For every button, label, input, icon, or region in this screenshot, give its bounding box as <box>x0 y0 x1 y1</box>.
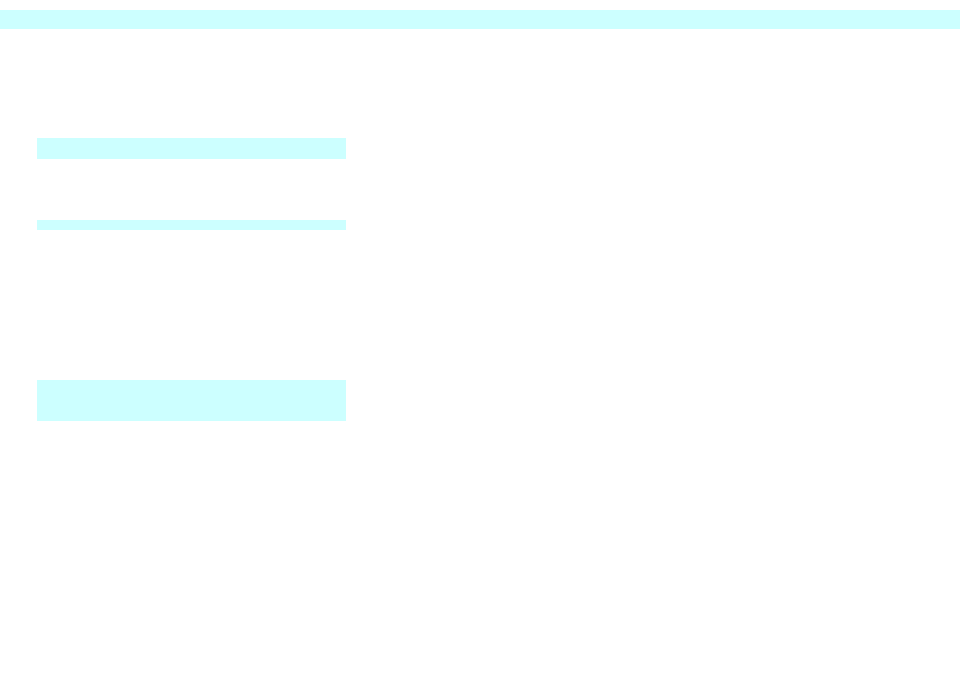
law-band <box>37 380 346 421</box>
law-band <box>37 138 346 159</box>
law-band <box>37 220 346 230</box>
table-header <box>0 10 960 29</box>
